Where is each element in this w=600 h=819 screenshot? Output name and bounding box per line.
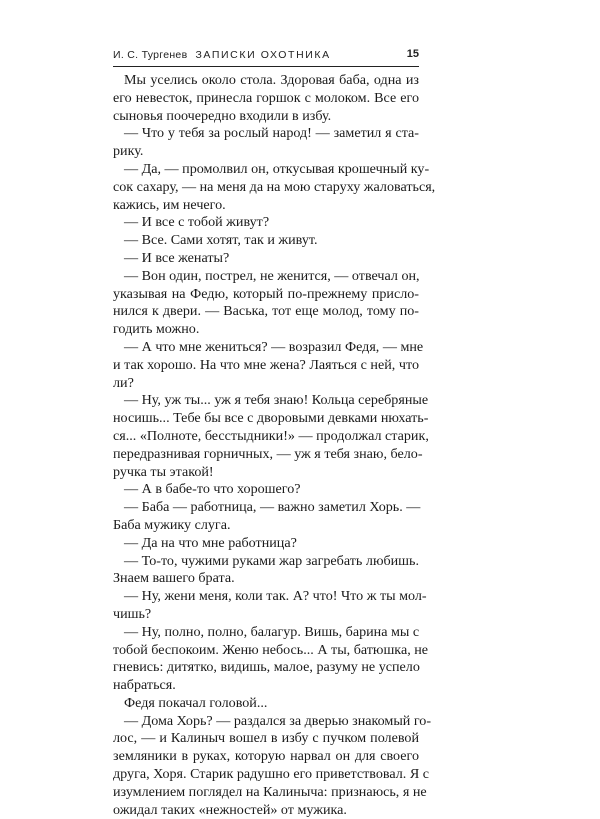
- text-line: — Ну, жени меня, коли так. А? что! Что ж ты мол-: [124, 588, 427, 605]
- text-line: сыновья поочередно входили в избу.: [113, 107, 332, 124]
- text-line: лос, — и Калиныч вошел в избу с пучком полевой: [113, 730, 419, 747]
- text-line: ручка ты этакой!: [113, 463, 214, 480]
- text-line: указывая на Федю, который по-прежнему присло-: [113, 285, 419, 302]
- text-line: ли?: [113, 374, 134, 391]
- text-line: — То-то, чужими руками жар загребать любишь.: [124, 552, 419, 569]
- page-number: 15: [406, 48, 419, 60]
- text-line: — И все женаты?: [124, 249, 230, 266]
- text-line: — Дома Хорь? — раздался за дверью знакомый го-: [124, 712, 432, 729]
- text-line: Мы уселись около стола. Здоровая баба, одна из: [124, 72, 419, 88]
- body-text: [113, 72, 436, 819]
- running-header: [113, 46, 419, 67]
- text-line: ожидал таких «нежностей» от мужика.: [113, 801, 347, 818]
- text-line: — А в бабе-то что хорошего?: [124, 481, 301, 498]
- text-line: — Да, — промолвил он, откусывая крошечный ку-: [124, 160, 430, 177]
- text-line: — И все с тобой живут?: [124, 214, 270, 231]
- text-line: ся... «Полноте, бесстыдники!» — продолжал старик,: [113, 427, 429, 444]
- text-line: Баба мужику слуга.: [113, 516, 231, 533]
- text-line: и так хорошо. На что мне жена? Лаяться с ней, что: [113, 356, 419, 373]
- text-line: друга, Хоря. Старик радушно его приветствовал. Я с: [113, 766, 429, 783]
- text-line: Федя покачал головой...: [124, 694, 268, 711]
- text-line: — Вон один, пострел, не женится, — отвечал он,: [124, 267, 420, 284]
- text-line: земляники в руках, которую нарвал он для своего: [113, 748, 419, 765]
- text-line: — Ну, уж ты... уж я тебя знаю! Кольца серебряные: [124, 392, 429, 409]
- text-line: его невесток, принесла горшок с молоком. Все его: [113, 89, 419, 106]
- text-line: гневись: дитятко, видишь, малое, разуму не успело: [113, 659, 420, 676]
- text-line: изумлением поглядел на Калиныча: признаюсь, я не: [113, 783, 427, 800]
- text-line: рику.: [113, 143, 144, 160]
- running-head: [113, 49, 331, 61]
- text-line: — Что у тебя за рослый народ! — заметил я ста-: [124, 125, 419, 142]
- text-line: тобой беспокоим. Женю небось... А ты, батюшка, не: [113, 641, 429, 658]
- text-line: носишь... Тебе бы все с дворовыми девками нюхать-: [113, 410, 429, 427]
- text-line: набраться.: [113, 677, 176, 694]
- text-line: Знаем вашего брата.: [113, 570, 235, 587]
- text-line: сок сахару, — на меня да на мою старуху жаловаться,: [113, 178, 436, 195]
- text-line: нился к двери. — Васька, тот еще молод, тому по-: [113, 303, 419, 320]
- text-line: — А что мне жениться? — возразил Федя, — мне: [124, 338, 424, 355]
- text-line: — Баба — работница, — важно заметил Хорь. —: [124, 499, 421, 516]
- text-line: кажись, им нечего.: [113, 196, 226, 213]
- text-line: годить можно.: [113, 321, 200, 338]
- text-line: чишь?: [113, 605, 152, 622]
- text-line: — Да на что мне работница?: [124, 534, 297, 551]
- text-line: передразнивая горничных, — уж я тебя знаю, белo-: [113, 445, 423, 462]
- text-line: — Все. Сами хотят, так и живут.: [124, 232, 318, 249]
- text-line: — Ну, полно, полно, балагур. Вишь, барина мы с: [124, 623, 420, 640]
- author-name: И. С. Тургенев: [113, 49, 188, 61]
- book-title: ЗАПИСКИ ОХОТНИКА: [195, 49, 331, 61]
